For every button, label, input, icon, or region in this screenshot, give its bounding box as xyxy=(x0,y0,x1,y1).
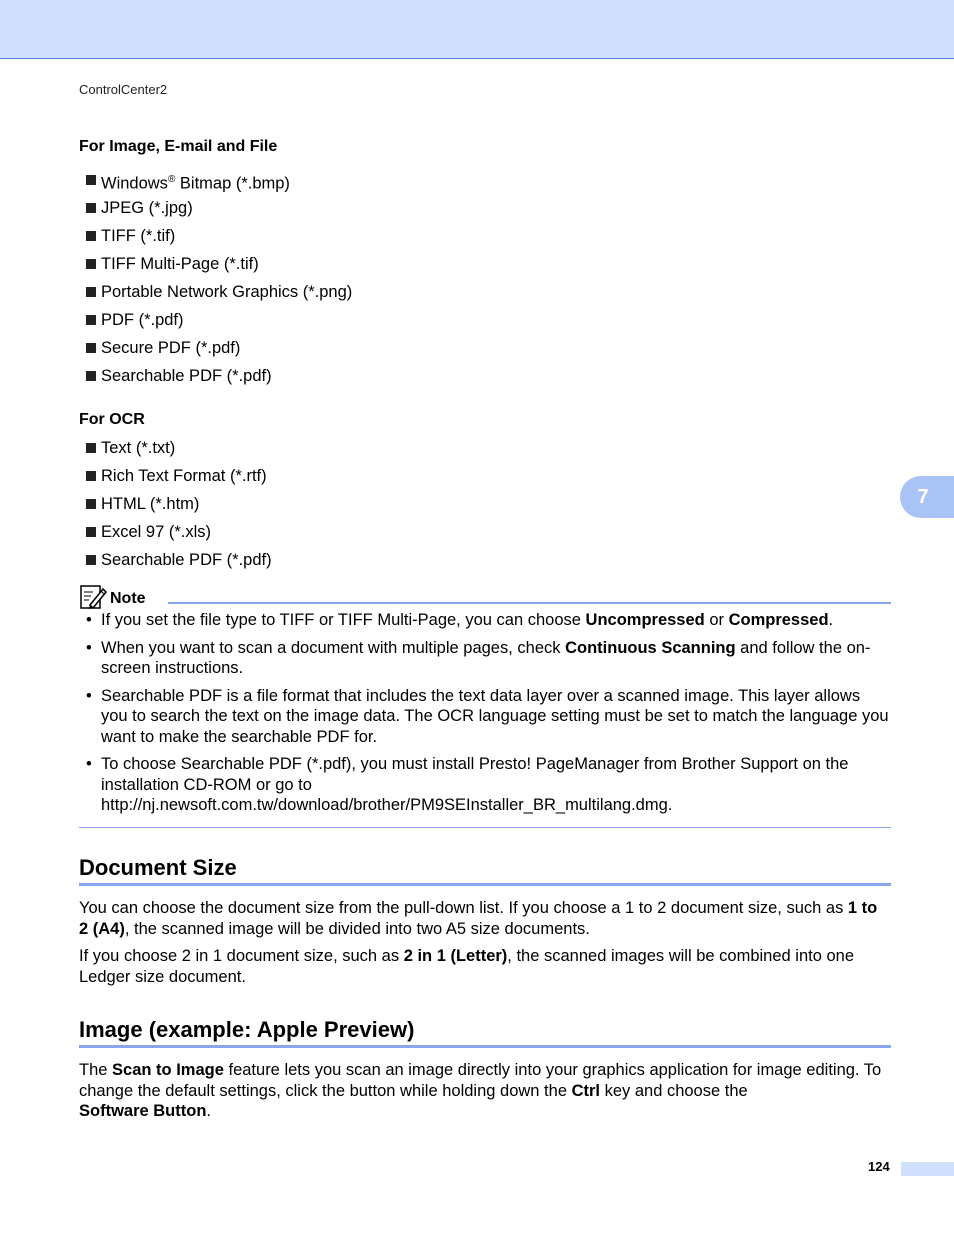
bold-text: Compressed xyxy=(728,611,829,629)
list-item-text xyxy=(101,337,240,359)
image-example-rule xyxy=(79,1045,891,1048)
note-pencil-icon xyxy=(79,583,107,611)
square-bullet-icon xyxy=(86,371,96,381)
chapter-tab: 7 xyxy=(900,476,954,518)
list-item xyxy=(86,337,352,365)
document-size-heading: Document Size xyxy=(79,855,237,880)
list-item xyxy=(86,197,352,225)
list-item-text xyxy=(101,281,352,303)
bold-text: Uncompressed xyxy=(585,611,705,629)
note-item xyxy=(79,686,891,748)
text-run: To choose Searchable PDF (*.pdf), you must install Presto! PageManager from Brother Support on the installation CD-ROM or go to xyxy=(101,755,849,794)
list-item-text: Excel 97 (*.xls) xyxy=(101,523,212,541)
text-run: . xyxy=(206,1102,212,1120)
bullet-dot: • xyxy=(86,755,92,773)
list-item-text xyxy=(101,253,259,275)
bold-text: 1 to 2 (A4) xyxy=(79,899,878,938)
square-bullet-icon xyxy=(86,499,96,509)
page-header-band xyxy=(0,0,954,59)
text-run: feature lets you scan an image directly into your graphics application for image editing. To change the default settings, click the button while holding down the xyxy=(79,1061,882,1100)
square-bullet-icon xyxy=(86,203,96,213)
bullet-dot: • xyxy=(86,611,92,629)
bold-text: Software Button xyxy=(79,1102,207,1120)
image-formats-list xyxy=(86,169,352,393)
text-run: Searchable PDF (*.pdf) xyxy=(101,367,272,385)
note-rule xyxy=(168,602,891,604)
text-run: Portable Network Graphics (*.png) xyxy=(101,283,353,301)
note-label: Note xyxy=(110,590,146,607)
square-bullet-icon xyxy=(86,259,96,269)
text-run: When you want to scan a document with multiple pages, check xyxy=(101,638,566,657)
page-footer-band xyxy=(901,1162,954,1176)
square-bullet-icon xyxy=(86,471,96,481)
document-size-rule xyxy=(79,883,891,886)
square-bullet-icon xyxy=(86,443,96,453)
bold-text: Continuous Scanning xyxy=(565,638,736,657)
image-example-paragraph xyxy=(79,1060,891,1122)
list-item-text: Text (*.txt) xyxy=(101,439,176,457)
text-run: Bitmap (*.bmp) xyxy=(175,174,290,193)
list-item xyxy=(86,225,352,253)
bullet-dot: • xyxy=(86,686,92,705)
image-formats-heading: For Image, E-mail and File xyxy=(79,138,278,155)
list-item xyxy=(86,465,272,493)
list-item xyxy=(86,365,352,393)
text-run: You can choose the document size from the pull-down list. If you choose a 1 to 2 document size, such as xyxy=(79,899,848,917)
page-number: 124 xyxy=(868,1159,890,1174)
text-run: Secure PDF (*.pdf) xyxy=(101,339,241,357)
list-item-text xyxy=(101,169,290,195)
text-run: and follow the on-screen instructions. xyxy=(101,638,871,677)
list-item xyxy=(86,521,272,549)
ocr-formats-list xyxy=(86,437,272,577)
text-run: JPEG (*.jpg) xyxy=(101,199,193,217)
bold-text: 2 in 1 (Letter) xyxy=(403,947,508,965)
square-bullet-icon xyxy=(86,175,96,185)
text-run: PDF (*.pdf) xyxy=(101,311,184,329)
square-bullet-icon xyxy=(86,287,96,297)
bullet-dot: • xyxy=(86,638,92,657)
document-size-paragraph xyxy=(79,946,891,987)
square-bullet-icon xyxy=(86,231,96,241)
list-item xyxy=(86,281,352,309)
square-bullet-icon xyxy=(86,527,96,537)
list-item-text: Searchable PDF (*.pdf) xyxy=(101,551,272,569)
note-item xyxy=(79,610,891,631)
list-item xyxy=(86,253,352,281)
note-header xyxy=(79,583,891,611)
note-item xyxy=(79,754,891,816)
list-item xyxy=(86,549,272,577)
text-run: key and choose the xyxy=(600,1081,748,1100)
text-run: Windows xyxy=(101,174,168,193)
bold-text: Scan to Image xyxy=(112,1061,224,1079)
list-item-text xyxy=(101,365,272,387)
text-run: The xyxy=(79,1061,113,1079)
square-bullet-icon xyxy=(86,343,96,353)
list-item xyxy=(86,493,272,521)
text-run: TIFF Multi-Page (*.tif) xyxy=(101,255,259,273)
note-list xyxy=(79,610,891,823)
image-example-heading: Image (example: Apple Preview) xyxy=(79,1017,415,1042)
running-head: ControlCenter2 xyxy=(79,82,168,97)
text-run: TIFF (*.tif) xyxy=(101,227,176,245)
text-run: http://nj.newsoft.com.tw/download/brother/PM9SEInstaller_BR_multilang.dmg. xyxy=(101,796,673,814)
list-item-text xyxy=(101,309,184,331)
note-bottom-rule xyxy=(79,827,891,828)
list-item xyxy=(86,309,352,337)
square-bullet-icon xyxy=(86,555,96,565)
ocr-formats-heading: For OCR xyxy=(79,411,145,428)
list-item-text xyxy=(101,225,175,247)
list-item-text xyxy=(101,197,193,219)
bold-text: Ctrl xyxy=(571,1081,600,1100)
list-item-text: Rich Text Format (*.rtf) xyxy=(101,467,267,485)
note-item xyxy=(79,638,891,679)
square-bullet-icon xyxy=(86,315,96,325)
list-item-text: HTML (*.htm) xyxy=(101,495,200,513)
text-run: or xyxy=(704,611,729,629)
text-run: , the scanned images will be combined into one Ledger size document. xyxy=(79,947,855,986)
text-run: Searchable PDF is a file format that includes the text data layer over a scanned image. This layer allows you to search the text on the image data. The OCR language setting must be set to match the language you want to make the searchable PDF for. xyxy=(101,686,889,746)
text-run: . xyxy=(828,611,834,629)
list-item xyxy=(86,169,352,197)
registered-mark: ® xyxy=(167,174,176,185)
text-run: If you set the file type to TIFF or TIFF Multi-Page, you can choose xyxy=(101,611,586,629)
list-item xyxy=(86,437,272,465)
text-run: If you choose 2 in 1 document size, such as xyxy=(79,947,404,965)
text-run: , the scanned image will be divided into two A5 size documents. xyxy=(124,919,590,938)
document-size-paragraph xyxy=(79,898,891,939)
